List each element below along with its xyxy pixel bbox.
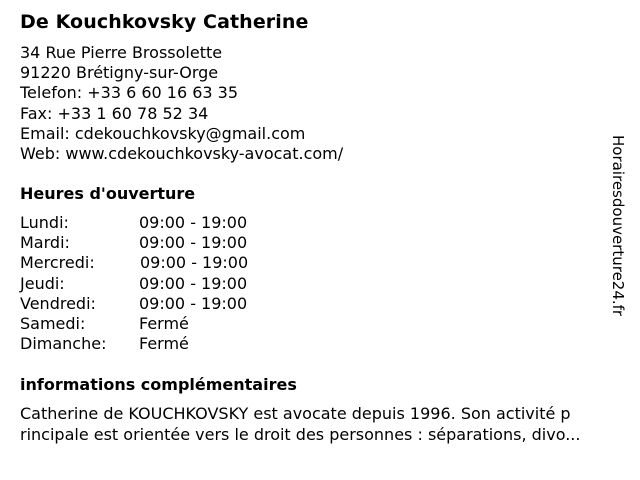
address-street: 34 Rue Pierre Brossolette — [20, 43, 223, 62]
day-hours: Fermé — [139, 334, 189, 354]
watermark-container — [600, 0, 640, 480]
email-address: Email: cdekouchkovsky@gmail.com — [20, 123, 306, 143]
hours-row-sunday — [20, 334, 280, 354]
description-line: Catherine de KOUCHKOVSKY est avocate depuis 1996. Son activité p — [20, 404, 571, 423]
day-hours: Fermé — [139, 313, 189, 333]
additional-info-text — [20, 403, 626, 445]
description-line: rincipale est orientée vers le droit des personnes : séparations, divo... — [20, 425, 581, 444]
phone-number: Telefon: +33 6 60 16 63 35 — [20, 83, 239, 103]
website-url: Web: www.cdekouchkovsky-avocat.com/ — [20, 143, 344, 163]
fax-number: Fax: +33 1 60 78 52 34 — [20, 103, 209, 123]
day-label: Dimanche: — [20, 334, 107, 354]
hours-row-monday — [20, 213, 280, 233]
day-hours: 09:00 - 19:00 — [139, 233, 248, 253]
day-hours: 09:00 - 19:00 — [139, 213, 248, 232]
day-hours: 09:00 - 19:00 — [139, 293, 248, 313]
day-label: Jeudi: — [20, 273, 65, 293]
day-label: Lundi: — [20, 213, 69, 232]
hours-row-wednesday — [20, 253, 280, 273]
hours-row-thursday — [20, 274, 280, 294]
hours-row-tuesday — [20, 233, 280, 253]
opening-hours-heading: Heures d'ouverture — [20, 184, 196, 203]
business-name: De Kouchkovsky Catherine — [20, 11, 309, 33]
opening-hours-table — [20, 213, 280, 354]
day-label: Vendredi: — [20, 293, 96, 313]
site-watermark: Horairesdouverture24.fr — [609, 135, 627, 317]
day-label: Mardi: — [20, 233, 70, 253]
additional-info-heading: informations complémentaires — [20, 375, 297, 394]
hours-row-saturday — [20, 314, 280, 334]
day-hours: 09:00 - 19:00 — [140, 253, 249, 273]
day-label: Samedi: — [20, 313, 86, 333]
day-label: Mercredi: — [20, 253, 95, 273]
contact-block — [20, 43, 343, 164]
hours-row-friday — [20, 294, 280, 314]
address-city: 91220 Brétigny-sur-Orge — [20, 63, 219, 83]
day-hours: 09:00 - 19:00 — [139, 273, 248, 293]
